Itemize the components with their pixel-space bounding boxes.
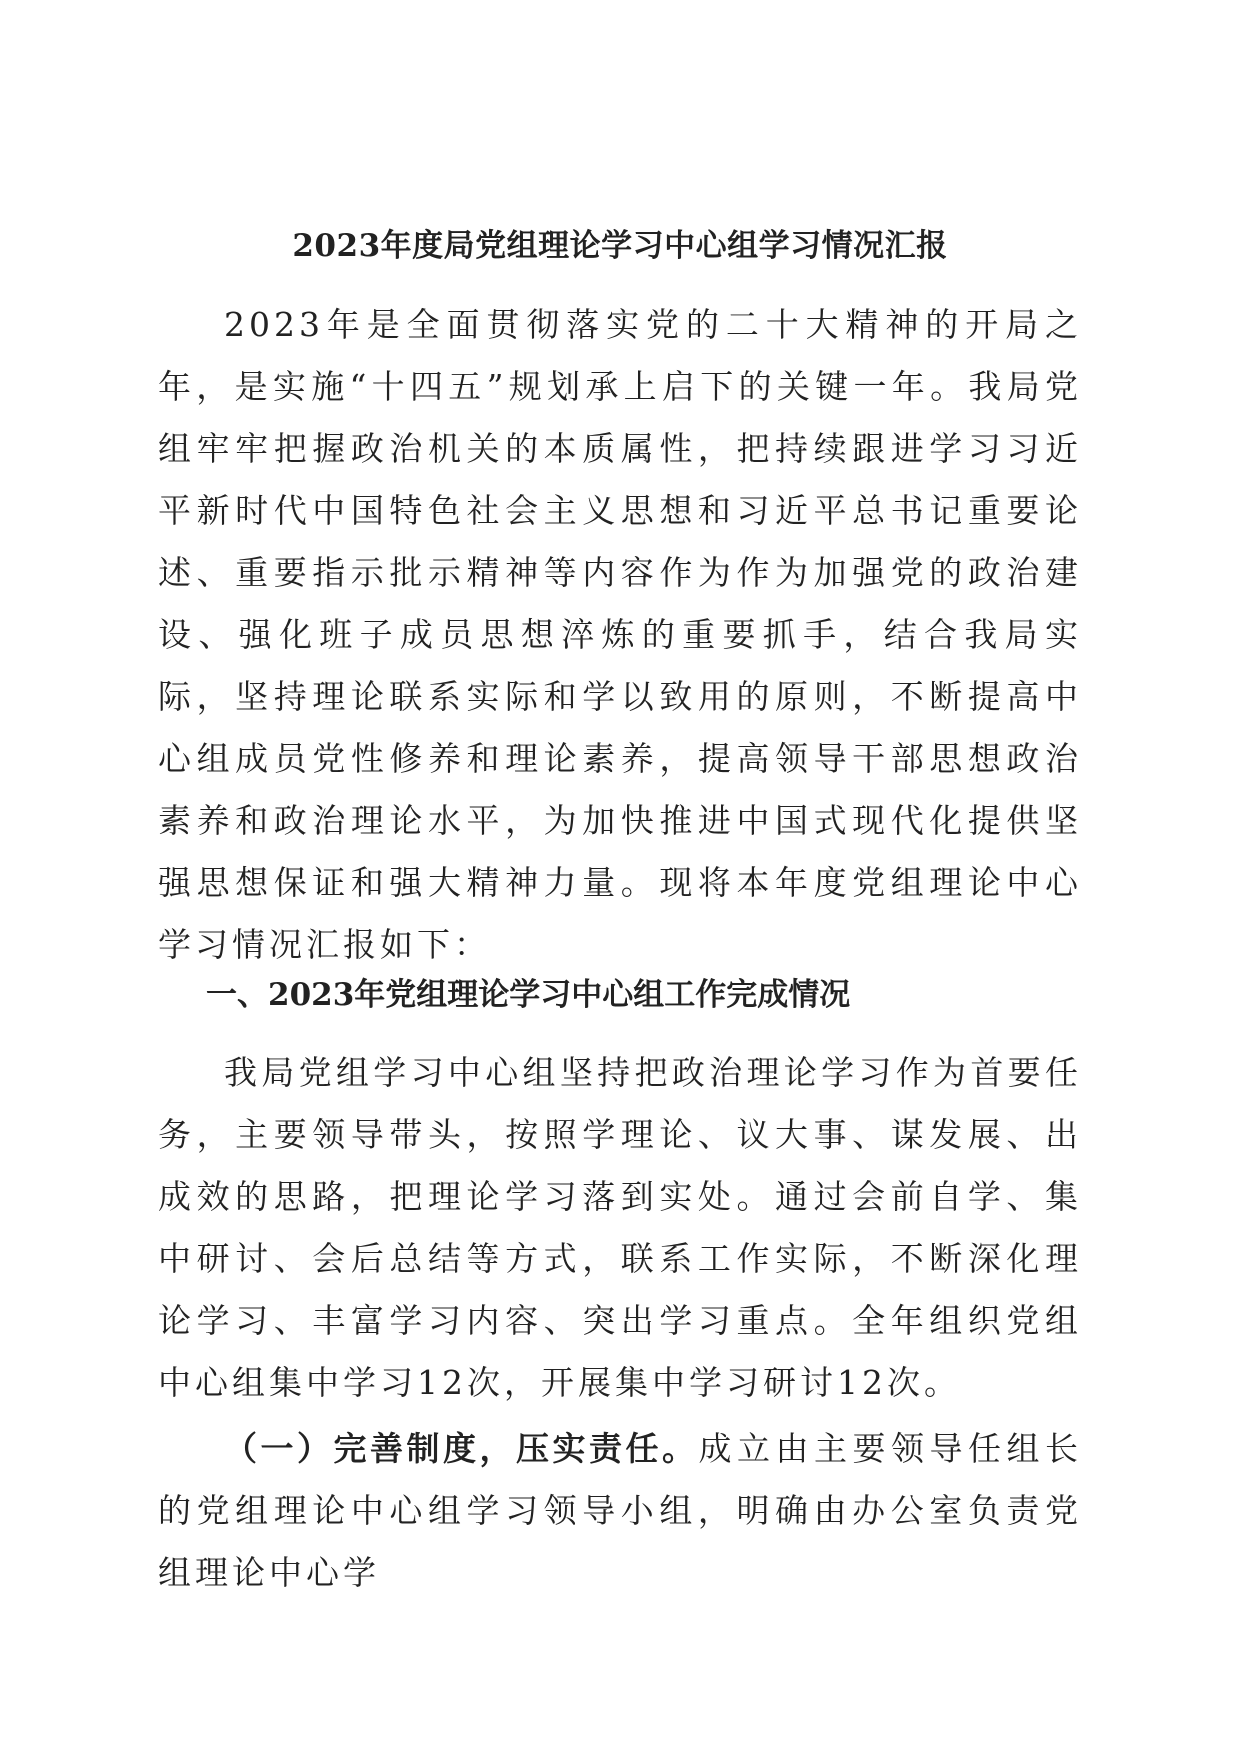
subsection-1-text: 成立由主要领导任组长的党组理论中心组学习领导小组，明确由办公室负责党组理论中心学 [158,1429,1082,1592]
section-heading-1: 一、2023年党组理论学习中心组工作完成情况 [206,977,851,1013]
document-title: 2023年度局党组理论学习中心组学习情况汇报 [292,228,948,264]
subsection-1-lead: （一）完善制度，压实责任。 [224,1429,699,1468]
intro-paragraph: 2023年是全面贯彻落实党的二十大精神的开局之年，是实施“十四五”规划承上启下的关键一年。我局党组牢牢把握政治机关的本质属性，把持续跟进学习习近平新时代中国特色社会主义思想和习近平总书记重要论述、重要指示批示精神等内容作为作为加强党的政治建设、强化班子成员思想淬炼的重要抓手，结合我局实际，坚持理论联系实际和学以致用的原则，不断提高中心组成员党性修养和理论素养，提高领导干部思想政治素养和政治理论水平，为加快推进中国式现代化提供坚强思想保证和强大精神力量。现将本年度党组理论中心学习情况汇报如下： [158,305,1082,964]
subsection-1-paragraph [158,1418,1082,1604]
section-1-paragraph: 我局党组学习中心组坚持把政治理论学习作为首要任务，主要领导带头，按照学理论、议大事、谋发展、出成效的思路，把理论学习落到实处。通过会前自学、集中研讨、会后总结等方式，联系工作实际，不断深化理论学习、丰富学习内容、突出学习重点。全年组织党组中心组集中学习12次，开展集中学习研讨12次。 [158,1053,1082,1402]
